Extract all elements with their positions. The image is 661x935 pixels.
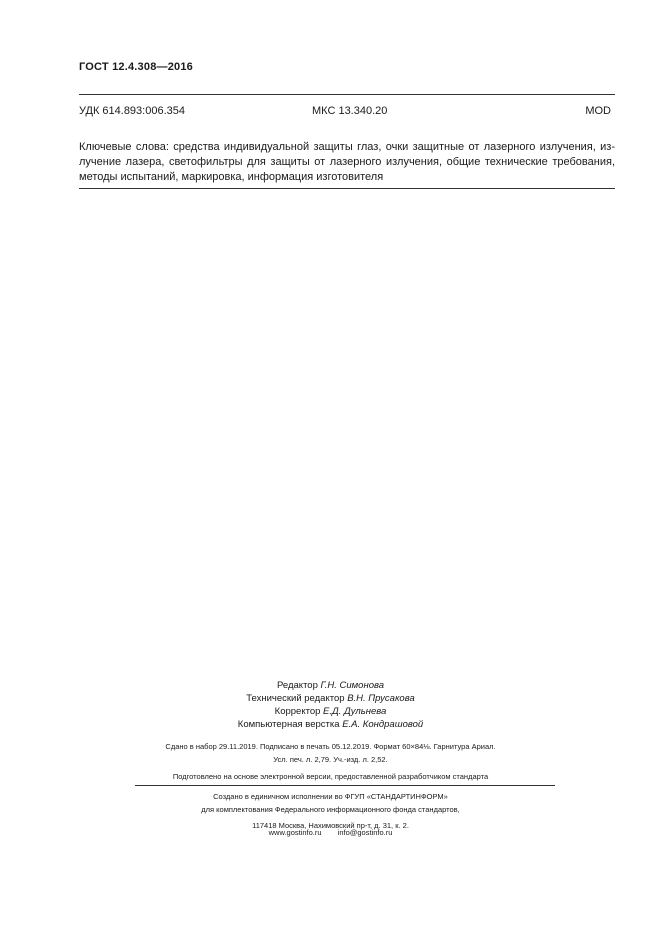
keywords-divider: [79, 188, 615, 189]
mod-label: MOD: [585, 105, 611, 117]
credits-block: [0, 679, 661, 731]
publisher-divider: [135, 785, 555, 786]
credit-person: Е.А. Кондрашовой: [342, 719, 424, 730]
credit-proofreader: [0, 705, 661, 718]
keywords-line: лучение лазера, светофильтры для защиты от лазерного излучения, общие технические требования,: [79, 156, 615, 168]
top-divider: [79, 94, 615, 95]
credit-person: В.Н. Прусакова: [347, 693, 415, 704]
standard-code: ГОСТ 12.4.308—2016: [79, 61, 193, 73]
keywords-paragraph: [79, 140, 615, 185]
print-info-line: Усл. печ. л. 2,79. Уч.-изд. л. 2,52.: [273, 754, 388, 764]
print-info-line: Сдано в набор 29.11.2019. Подписано в печать 05.12.2019. Формат 60×84⅛. Гарнитура Ариал.: [165, 742, 496, 751]
udk-code: УДК 614.893:006.354: [79, 105, 185, 117]
publisher-links: [0, 828, 661, 837]
website-link[interactable]: www.gostinfo.ru: [268, 828, 322, 837]
publisher-address: 117418 Москва, Нахимовский пр-т, д. 31, к. 2.: [252, 821, 409, 830]
print-info: [0, 741, 661, 766]
publisher-line: Создано в единичном исполнении во ФГУП «СТАНДАРТИНФОРМ»: [213, 792, 448, 801]
classification-row: [79, 105, 611, 119]
credit-role: Компьютерная верстка: [237, 719, 340, 730]
prepared-note: Подготовлено на основе электронной версии, предоставленной разработчиком стандарта: [172, 772, 489, 781]
keywords-line: Ключевые слова: средства индивидуальной защиты глаз, очки защитные от лазерного излучения, из-: [79, 141, 615, 153]
credit-role: Технический редактор: [246, 693, 345, 704]
credit-layout: [0, 718, 661, 731]
credit-role: Редактор: [276, 680, 318, 691]
credit-person: Г.Н. Симонова: [320, 680, 385, 691]
mks-code: МКС 13.340.20: [312, 105, 388, 117]
credit-tech-editor: [0, 692, 661, 705]
keywords-line: методы испытаний, маркировка, информация изготовителя: [79, 171, 384, 183]
credit-editor: [0, 679, 661, 692]
publisher-line: для комплектования Федерального информационного фонда стандартов,: [201, 804, 460, 814]
email-link[interactable]: info@gostinfo.ru: [337, 828, 393, 837]
credit-person: Е.Д. Дульнева: [323, 706, 387, 717]
publisher-block: [0, 791, 661, 833]
credit-role: Корректор: [274, 706, 321, 717]
